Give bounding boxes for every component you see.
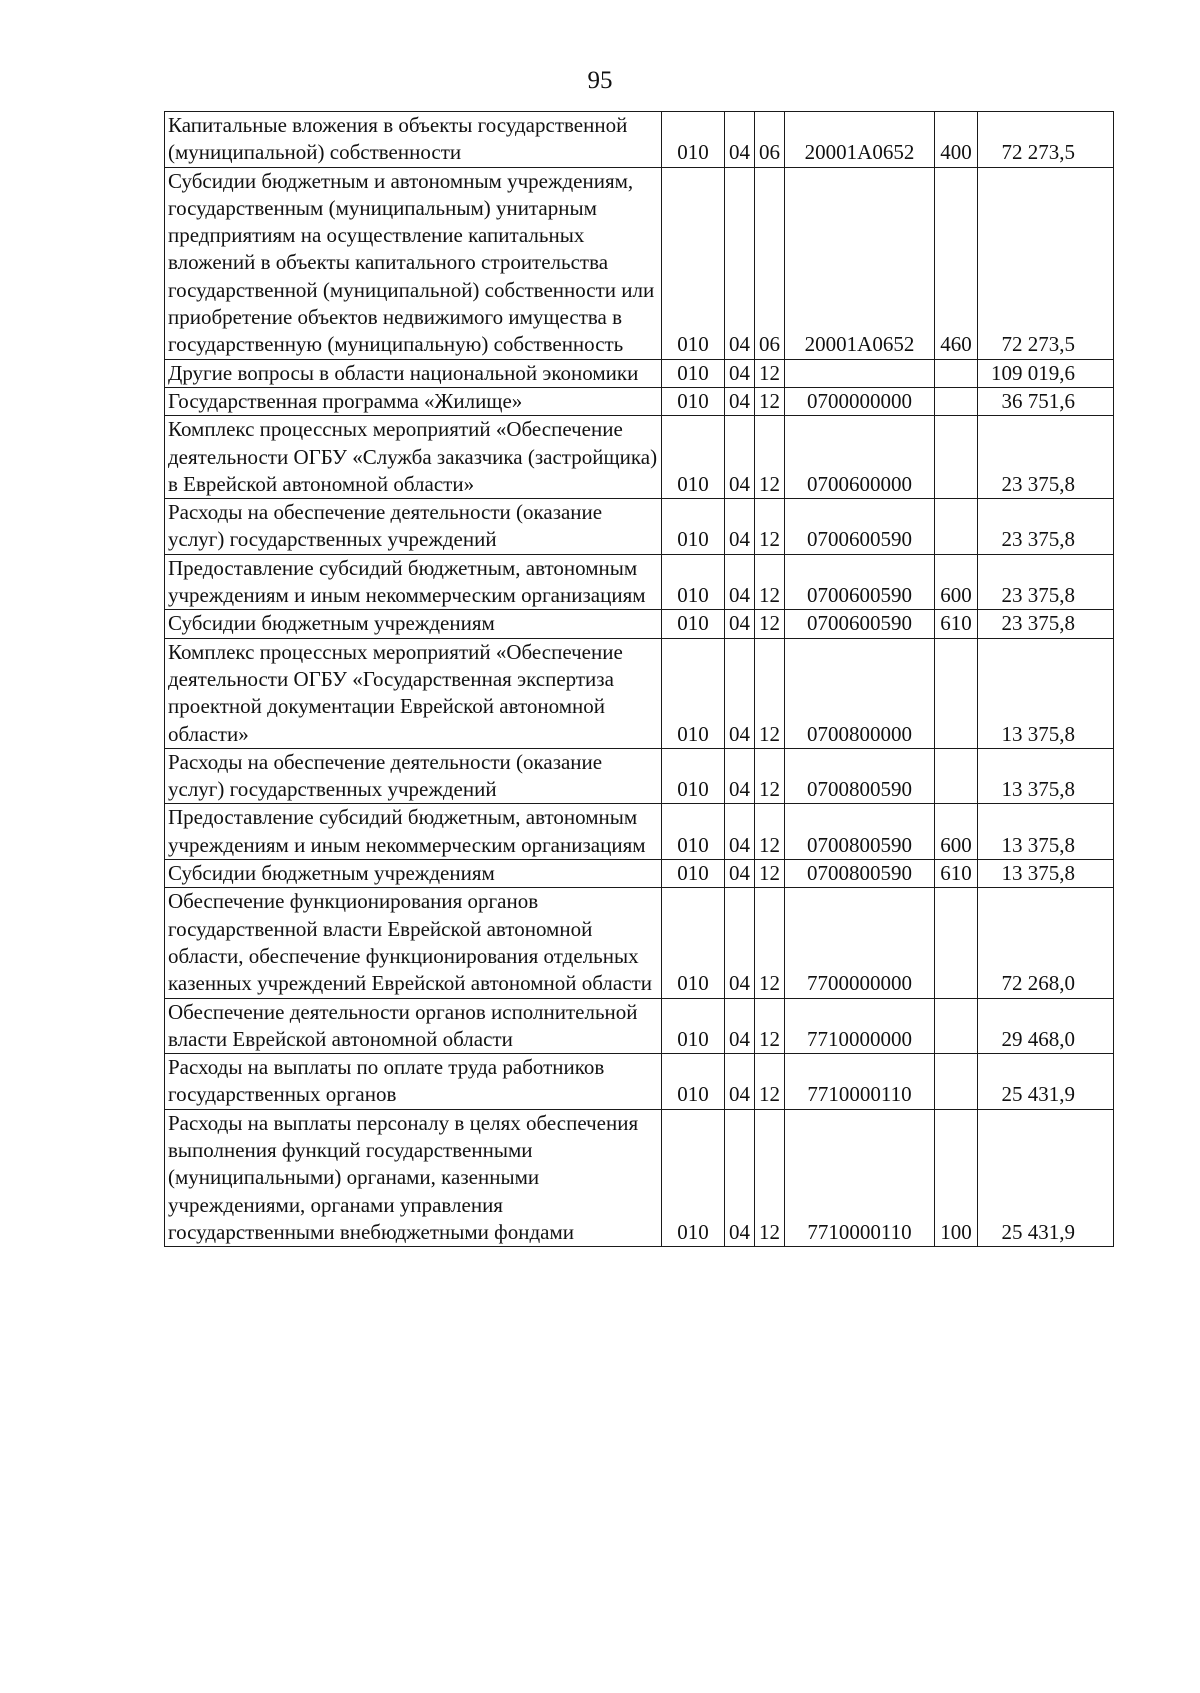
subsection-code: 12	[755, 554, 785, 610]
subsection-code: 06	[755, 167, 785, 359]
subsection-code: 12	[755, 998, 785, 1054]
expense-type-code: 600	[935, 554, 978, 610]
table-row	[165, 610, 1114, 638]
target-article-code: 0700600590	[785, 499, 935, 555]
item-name: Другие вопросы в области национальной экономики	[165, 359, 662, 387]
expense-type-code	[935, 1054, 978, 1110]
expense-type-code	[935, 638, 978, 748]
amount: 13 375,8	[978, 804, 1114, 860]
ministry-code: 010	[662, 998, 725, 1054]
ministry-code: 010	[662, 610, 725, 638]
table-row	[165, 167, 1114, 359]
amount: 23 375,8	[978, 610, 1114, 638]
section-code: 04	[725, 112, 755, 168]
expense-type-code: 100	[935, 1109, 978, 1246]
ministry-code: 010	[662, 112, 725, 168]
item-name: Расходы на обеспечение деятельности (оказание услуг) государственных учреждений	[165, 748, 662, 804]
amount: 13 375,8	[978, 860, 1114, 888]
ministry-code: 010	[662, 1054, 725, 1110]
item-name: Расходы на выплаты по оплате труда работников государственных органов	[165, 1054, 662, 1110]
ministry-code: 010	[662, 167, 725, 359]
expense-type-code	[935, 499, 978, 555]
amount: 29 468,0	[978, 998, 1114, 1054]
ministry-code: 010	[662, 387, 725, 415]
table-row	[165, 1054, 1114, 1110]
page-number: 95	[587, 67, 613, 94]
item-name: Обеспечение функционирования органов государственной власти Еврейской автономной области, обеспечение функционирования отдельных казенных учреждений Еврейской автономной области	[165, 888, 662, 998]
expense-type-code: 600	[935, 804, 978, 860]
table-row	[165, 554, 1114, 610]
section-code: 04	[725, 359, 755, 387]
expense-type-code	[935, 359, 978, 387]
subsection-code: 12	[755, 638, 785, 748]
target-article-code: 0700600590	[785, 610, 935, 638]
amount: 23 375,8	[978, 499, 1114, 555]
item-name: Предоставление субсидий бюджетным, автономным учреждениям и иным некоммерческим организациям	[165, 804, 662, 860]
section-code: 04	[725, 387, 755, 415]
section-code: 04	[725, 1109, 755, 1246]
item-name: Субсидии бюджетным учреждениям	[165, 860, 662, 888]
item-name: Капитальные вложения в объекты государственной (муниципальной) собственности	[165, 112, 662, 168]
item-name: Расходы на выплаты персоналу в целях обеспечения выполнения функций государственными (муниципальными) органами, казенными учреждениями, органами управления государственными внебюджетными фондами	[165, 1109, 662, 1246]
table-row	[165, 499, 1114, 555]
subsection-code: 12	[755, 387, 785, 415]
section-code: 04	[725, 748, 755, 804]
subsection-code: 12	[755, 888, 785, 998]
subsection-code: 12	[755, 359, 785, 387]
target-article-code: 7710000110	[785, 1109, 935, 1246]
section-code: 04	[725, 167, 755, 359]
section-code: 04	[725, 860, 755, 888]
target-article-code: 7710000000	[785, 998, 935, 1054]
amount: 23 375,8	[978, 554, 1114, 610]
section-code: 04	[725, 804, 755, 860]
item-name: Предоставление субсидий бюджетным, автономным учреждениям и иным некоммерческим организациям	[165, 554, 662, 610]
expense-type-code: 610	[935, 610, 978, 638]
amount: 25 431,9	[978, 1054, 1114, 1110]
subsection-code: 12	[755, 416, 785, 499]
section-code: 04	[725, 1054, 755, 1110]
budget-table	[164, 111, 1114, 1247]
target-article-code: 0700800000	[785, 638, 935, 748]
amount: 36 751,6	[978, 387, 1114, 415]
item-name: Комплекс процессных мероприятий «Обеспечение деятельности ОГБУ «Служба заказчика (застройщика) в Еврейской автономной области»	[165, 416, 662, 499]
table-row	[165, 998, 1114, 1054]
ministry-code: 010	[662, 359, 725, 387]
section-code: 04	[725, 416, 755, 499]
ministry-code: 010	[662, 888, 725, 998]
subsection-code: 12	[755, 610, 785, 638]
item-name: Комплекс процессных мероприятий «Обеспечение деятельности ОГБУ «Государственная экспертиза проектной документации Еврейской автономной области»	[165, 638, 662, 748]
amount: 72 273,5	[978, 167, 1114, 359]
target-article-code: 20001A0652	[785, 112, 935, 168]
amount: 72 273,5	[978, 112, 1114, 168]
ministry-code: 010	[662, 1109, 725, 1246]
table-row	[165, 748, 1114, 804]
subsection-code: 12	[755, 860, 785, 888]
ministry-code: 010	[662, 748, 725, 804]
target-article-code: 20001A0652	[785, 167, 935, 359]
expense-type-code	[935, 998, 978, 1054]
amount: 13 375,8	[978, 638, 1114, 748]
expense-type-code	[935, 387, 978, 415]
amount: 13 375,8	[978, 748, 1114, 804]
table-row	[165, 638, 1114, 748]
amount: 72 268,0	[978, 888, 1114, 998]
target-article-code: 0700800590	[785, 804, 935, 860]
target-article-code: 7710000110	[785, 1054, 935, 1110]
section-code: 04	[725, 554, 755, 610]
expense-type-code	[935, 416, 978, 499]
subsection-code: 12	[755, 499, 785, 555]
target-article-code: 7700000000	[785, 888, 935, 998]
table-row	[165, 359, 1114, 387]
target-article-code: 0700000000	[785, 387, 935, 415]
section-code: 04	[725, 888, 755, 998]
table-row	[165, 112, 1114, 168]
amount: 109 019,6	[978, 359, 1114, 387]
table-row	[165, 1109, 1114, 1246]
subsection-code: 12	[755, 748, 785, 804]
item-name: Субсидии бюджетным учреждениям	[165, 610, 662, 638]
ministry-code: 010	[662, 554, 725, 610]
section-code: 04	[725, 998, 755, 1054]
expense-type-code: 610	[935, 860, 978, 888]
ministry-code: 010	[662, 860, 725, 888]
target-article-code: 0700600000	[785, 416, 935, 499]
item-name: Обеспечение деятельности органов исполнительной власти Еврейской автономной области	[165, 998, 662, 1054]
subsection-code: 12	[755, 1109, 785, 1246]
section-code: 04	[725, 638, 755, 748]
target-article-code	[785, 359, 935, 387]
expense-type-code	[935, 888, 978, 998]
subsection-code: 06	[755, 112, 785, 168]
table-row	[165, 416, 1114, 499]
item-name: Расходы на обеспечение деятельности (оказание услуг) государственных учреждений	[165, 499, 662, 555]
target-article-code: 0700600590	[785, 554, 935, 610]
expense-type-code	[935, 748, 978, 804]
table-row	[165, 888, 1114, 998]
item-name: Субсидии бюджетным и автономным учреждениям, государственным (муниципальным) унитарным предприятиям на осуществление капитальных вложений в объекты капитального строительства государственной (муниципальной) собственности или приобретение объектов недвижимого имущества в государственную (муниципальную) собственность	[165, 167, 662, 359]
subsection-code: 12	[755, 1054, 785, 1110]
ministry-code: 010	[662, 804, 725, 860]
section-code: 04	[725, 610, 755, 638]
expense-type-code: 460	[935, 167, 978, 359]
section-code: 04	[725, 499, 755, 555]
table-row	[165, 860, 1114, 888]
ministry-code: 010	[662, 499, 725, 555]
amount: 25 431,9	[978, 1109, 1114, 1246]
expense-type-code: 400	[935, 112, 978, 168]
ministry-code: 010	[662, 638, 725, 748]
target-article-code: 0700800590	[785, 748, 935, 804]
amount: 23 375,8	[978, 416, 1114, 499]
table-row	[165, 387, 1114, 415]
item-name: Государственная программа «Жилище»	[165, 387, 662, 415]
subsection-code: 12	[755, 804, 785, 860]
ministry-code: 010	[662, 416, 725, 499]
target-article-code: 0700800590	[785, 860, 935, 888]
table-row	[165, 804, 1114, 860]
